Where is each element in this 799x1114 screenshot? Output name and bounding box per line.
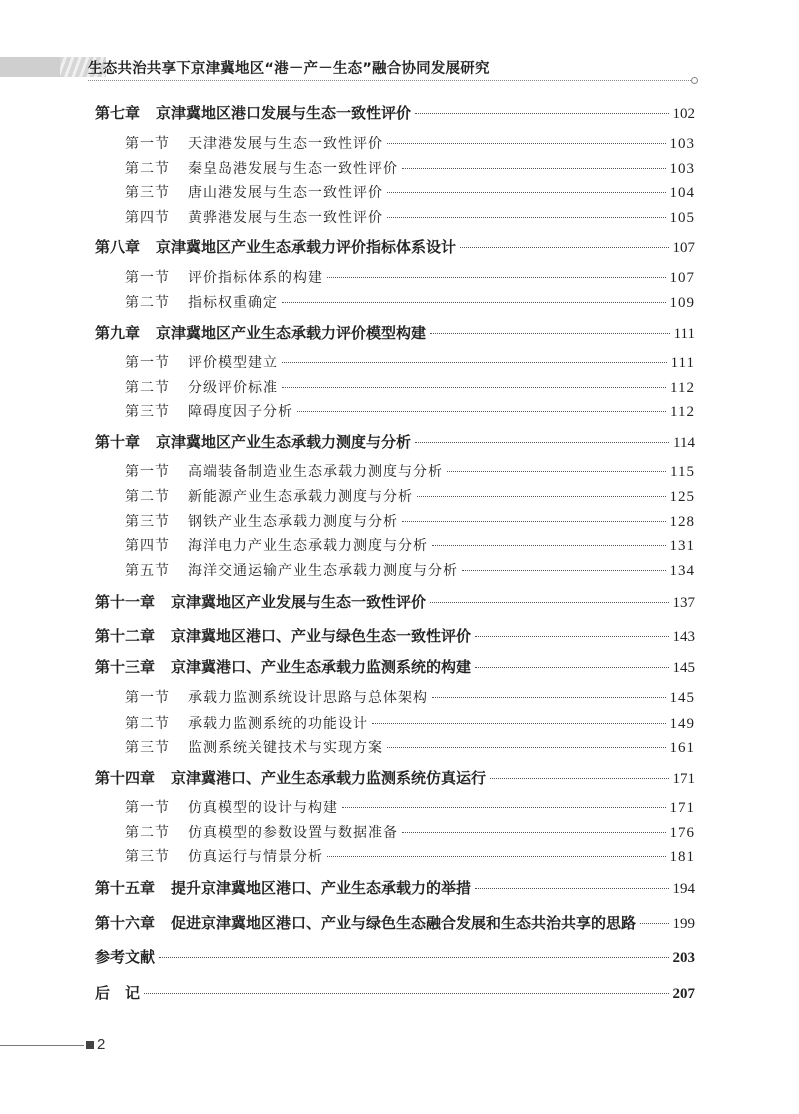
- toc-entry-page: 115: [670, 464, 695, 480]
- toc-entry-title: 钢铁产业生态承载力测度与分析: [188, 514, 398, 530]
- toc-entry-number: 第一节: [125, 800, 170, 816]
- toc-entry-title: 唐山港发展与生态一致性评价: [188, 185, 383, 201]
- toc-dot-leader: [402, 168, 666, 169]
- toc-entry-page: 181: [669, 849, 695, 865]
- toc-dot-leader: [432, 697, 666, 698]
- toc-chapter-entry[interactable]: [95, 656, 695, 677]
- toc-entry-number: 第十四章: [95, 769, 156, 787]
- toc-section-entry[interactable]: [125, 133, 695, 153]
- toc-section-entry[interactable]: [125, 822, 695, 842]
- toc-section-entry[interactable]: [125, 687, 695, 707]
- toc-entry-title: 监测系统关键技术与实现方案: [188, 740, 383, 756]
- toc-entry-number: 第十一章: [95, 593, 156, 611]
- toc-dot-leader: [387, 143, 666, 144]
- toc-entry-title: 京津冀港口、产业生态承载力监测系统的构建: [171, 658, 472, 676]
- toc-entry-page: 105: [669, 210, 695, 226]
- toc-chapter-entry[interactable]: [95, 767, 695, 788]
- toc-section-entry[interactable]: [125, 511, 695, 531]
- toc-entry-title: 京津冀地区产业生态承载力评价指标体系设计: [156, 238, 457, 256]
- toc-section-entry[interactable]: [125, 560, 695, 580]
- toc-dot-leader: [640, 923, 668, 924]
- toc-dot-leader: [282, 362, 667, 363]
- toc-dot-leader: [447, 471, 666, 472]
- toc-entry-title: 京津冀地区产业生态承载力评价模型构建: [156, 324, 427, 342]
- toc-entry-page: 171: [672, 771, 695, 787]
- toc-dot-leader: [462, 570, 666, 571]
- toc-dot-leader: [402, 521, 666, 522]
- toc-dot-leader: [282, 387, 666, 388]
- toc-dot-leader: [475, 667, 668, 668]
- toc-entry-title: 指标权重确定: [188, 295, 278, 311]
- toc-entry-page: 111: [673, 326, 695, 342]
- toc-entry-number: 第一节: [125, 690, 170, 706]
- toc-entry-title: 参考文献: [95, 948, 156, 966]
- toc-dot-leader: [342, 807, 666, 808]
- toc-entry-number: 第一节: [125, 270, 170, 286]
- toc-entry-page: 203: [672, 950, 695, 966]
- toc-entry-number: 第七章: [95, 104, 141, 122]
- toc-entry-page: 199: [672, 916, 695, 932]
- toc-entry-number: 第二节: [125, 161, 170, 177]
- toc-entry-page: 125: [669, 489, 695, 505]
- toc-section-entry[interactable]: [125, 535, 695, 555]
- toc-entry-page: 149: [669, 716, 695, 732]
- toc-entry-page: 103: [669, 161, 695, 177]
- toc-backmatter-entry[interactable]: [95, 982, 695, 1003]
- toc-dot-leader: [372, 723, 666, 724]
- toc-entry-page: 143: [672, 629, 695, 645]
- toc-chapter-entry[interactable]: [95, 431, 695, 452]
- toc-chapter-entry[interactable]: [95, 322, 695, 343]
- toc-entry-number: 第三节: [125, 514, 170, 530]
- toc-entry-page: 102: [672, 106, 695, 122]
- toc-entry-title: 评价指标体系的构建: [188, 270, 323, 286]
- toc-entry-number: 第四节: [125, 210, 170, 226]
- toc-entry-title: 京津冀地区港口发展与生态一致性评价: [156, 104, 412, 122]
- toc-entry-number: 第三节: [125, 404, 170, 420]
- toc-entry-number: 第三节: [125, 185, 170, 201]
- footer-rule: [0, 1045, 84, 1046]
- toc-chapter-entry[interactable]: [95, 591, 695, 612]
- toc-section-entry[interactable]: [125, 461, 695, 481]
- toc-dot-leader: [144, 993, 668, 994]
- toc-dot-leader: [430, 602, 668, 603]
- toc-entry-title: 仿真模型的设计与构建: [188, 800, 338, 816]
- toc-entry-title: 仿真运行与情景分析: [188, 849, 323, 865]
- footer-square-marker: [86, 1041, 94, 1049]
- toc-entry-title: 障碍度因子分析: [188, 404, 293, 420]
- footer-page-number: 2: [97, 1036, 106, 1053]
- toc-entry-number: 第二节: [125, 716, 170, 732]
- toc-entry-title: 海洋电力产业生态承载力测度与分析: [188, 538, 428, 554]
- toc-entry-page: 107: [672, 240, 695, 256]
- toc-entry-number: 第二节: [125, 380, 170, 396]
- toc-entry-title: 分级评价标准: [188, 380, 278, 396]
- toc-entry-title: 承载力监测系统的功能设计: [188, 716, 368, 732]
- toc-section-entry[interactable]: [125, 207, 695, 227]
- toc-entry-number: 第一节: [125, 355, 170, 371]
- toc-entry-page: 145: [672, 660, 695, 676]
- toc-entry-number: 第一节: [125, 136, 170, 152]
- toc-section-entry[interactable]: [125, 182, 695, 202]
- toc-entry-title: 提升京津冀地区港口、产业生态承载力的举措: [171, 879, 472, 897]
- header-rule: [88, 80, 691, 81]
- toc-chapter-entry[interactable]: [95, 877, 695, 898]
- toc-backmatter-entry[interactable]: [95, 946, 695, 967]
- toc-entry-title: 京津冀地区产业发展与生态一致性评价: [171, 593, 427, 611]
- toc-entry-title: 新能源产业生态承载力测度与分析: [188, 489, 413, 505]
- toc-chapter-entry[interactable]: [95, 102, 695, 123]
- toc-entry-number: 第四节: [125, 538, 170, 554]
- toc-entry-number: 第八章: [95, 238, 141, 256]
- toc-entry-page: 171: [669, 800, 695, 816]
- toc-entry-page: 176: [669, 825, 695, 841]
- toc-entry-title: 后 记: [95, 984, 141, 1002]
- toc-dot-leader: [327, 856, 666, 857]
- toc-entry-number: 第一节: [125, 464, 170, 480]
- toc-section-entry[interactable]: [125, 377, 695, 397]
- toc-dot-leader: [327, 277, 666, 278]
- toc-dot-leader: [415, 113, 668, 114]
- toc-entry-title: 秦皇岛港发展与生态一致性评价: [188, 161, 398, 177]
- toc-entry-number: 第十六章: [95, 914, 156, 932]
- toc-entry-page: 137: [672, 595, 695, 611]
- toc-entry-number: 第十章: [95, 433, 141, 451]
- toc-section-entry[interactable]: [125, 158, 695, 178]
- toc-entry-page: 194: [672, 881, 695, 897]
- toc-section-entry[interactable]: [125, 267, 695, 287]
- toc-section-entry[interactable]: [125, 737, 695, 757]
- toc-entry-number: 第五节: [125, 563, 170, 579]
- toc-entry-title: 京津冀港口、产业生态承载力监测系统仿真运行: [171, 769, 487, 787]
- toc-dot-leader: [475, 888, 668, 889]
- header-decorative-block: [0, 57, 60, 77]
- toc-dot-leader: [159, 957, 668, 958]
- toc-entry-number: 第十二章: [95, 627, 156, 645]
- toc-entry-page: 134: [669, 563, 695, 579]
- toc-entry-page: 107: [669, 270, 695, 286]
- toc-dot-leader: [387, 192, 666, 193]
- header-rule-end-dot: [691, 77, 698, 84]
- toc-entry-page: 103: [669, 136, 695, 152]
- toc-dot-leader: [432, 545, 666, 546]
- toc-dot-leader: [490, 778, 668, 779]
- toc-entry-page: 131: [669, 538, 695, 554]
- toc-dot-leader: [297, 411, 666, 412]
- toc-entry-title: 仿真模型的参数设置与数据准备: [188, 825, 398, 841]
- toc-entry-title: 天津港发展与生态一致性评价: [188, 136, 383, 152]
- toc-section-entry[interactable]: [125, 352, 695, 372]
- toc-section-entry[interactable]: [125, 486, 695, 506]
- toc-entry-title: 黄骅港发展与生态一致性评价: [188, 210, 383, 226]
- toc-entry-title: 海洋交通运输产业生态承载力测度与分析: [188, 563, 458, 579]
- toc-dot-leader: [387, 217, 666, 218]
- toc-entry-page: 161: [669, 740, 695, 756]
- toc-dot-leader: [417, 496, 666, 497]
- toc-entry-page: 128: [669, 514, 695, 530]
- toc-entry-page: 109: [669, 295, 695, 311]
- toc-entry-page: 114: [673, 435, 695, 451]
- running-header-title: 生态共治共享下京津冀地区“港－产－生态”融合协同发展研究: [88, 61, 490, 77]
- toc-entry-number: 第十三章: [95, 658, 156, 676]
- toc-chapter-entry[interactable]: [95, 912, 695, 933]
- toc-entry-number: 第三节: [125, 740, 170, 756]
- toc-dot-leader: [402, 832, 666, 833]
- toc-entry-title: 京津冀地区产业生态承载力测度与分析: [156, 433, 412, 451]
- toc-section-entry[interactable]: [125, 292, 695, 312]
- toc-entry-title: 承载力监测系统设计思路与总体架构: [188, 690, 428, 706]
- toc-dot-leader: [282, 302, 666, 303]
- toc-section-entry[interactable]: [125, 401, 695, 421]
- toc-entry-title: 促进京津冀地区港口、产业与绿色生态融合发展和生态共治共享的思路: [171, 914, 637, 932]
- toc-dot-leader: [430, 333, 670, 334]
- toc-section-entry[interactable]: [125, 713, 695, 733]
- toc-entry-page: 104: [669, 185, 695, 201]
- toc-entry-title: 京津冀地区港口、产业与绿色生态一致性评价: [171, 627, 472, 645]
- toc-entry-number: 第二节: [125, 295, 170, 311]
- toc-entry-title: 高端装备制造业生态承载力测度与分析: [188, 464, 443, 480]
- toc-entry-number: 第九章: [95, 324, 141, 342]
- toc-dot-leader: [475, 636, 668, 637]
- toc-entry-page: 111: [670, 355, 695, 371]
- toc-entry-number: 第二节: [125, 489, 170, 505]
- toc-entry-page: 112: [670, 404, 695, 420]
- toc-entry-title: 评价模型建立: [188, 355, 278, 371]
- toc-entry-page: 145: [669, 690, 695, 706]
- toc-entry-number: 第三节: [125, 849, 170, 865]
- toc-section-entry[interactable]: [125, 846, 695, 866]
- toc-chapter-entry[interactable]: [95, 236, 695, 257]
- toc-dot-leader: [387, 747, 666, 748]
- toc-dot-leader: [460, 247, 668, 248]
- toc-entry-number: 第十五章: [95, 879, 156, 897]
- toc-dot-leader: [415, 442, 669, 443]
- toc-section-entry[interactable]: [125, 797, 695, 817]
- toc-entry-page: 207: [672, 986, 695, 1002]
- toc-entry-number: 第二节: [125, 825, 170, 841]
- toc-chapter-entry[interactable]: [95, 625, 695, 646]
- toc-entry-page: 112: [670, 380, 695, 396]
